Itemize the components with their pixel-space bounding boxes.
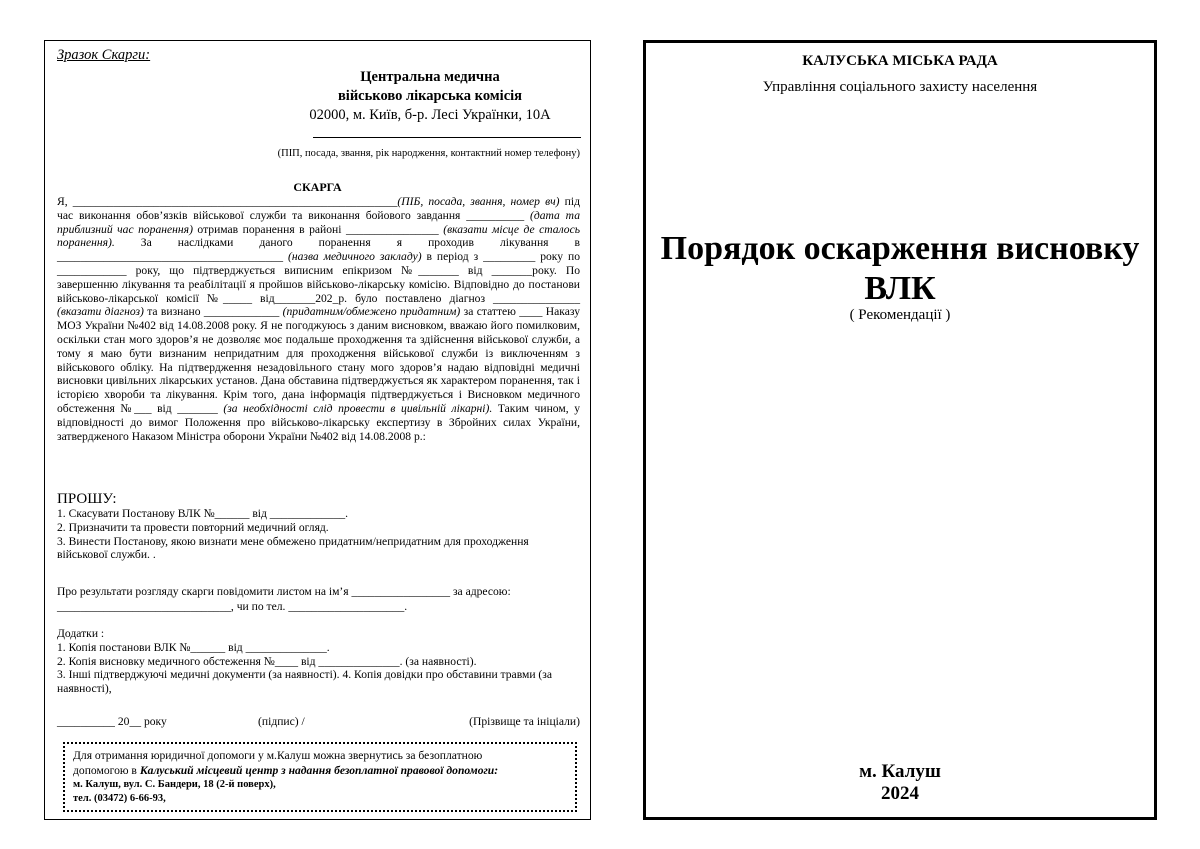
recipient-address: 02000, м. Київ, б-р. Лесі Українки, 10А [309, 107, 551, 123]
recipient-line1: Центральна медична [360, 69, 500, 85]
legal-aid-prefix: допомогою в [73, 764, 140, 777]
signature-name: (Прізвище та ініціали) [469, 715, 580, 728]
signature-row [57, 715, 580, 728]
complaint-text: в період з _________ року по ____________ року, що підтверджується виписним епікризом №_______ від _______року. По завершенню лікування та реабілітації я пройшов військово-лікарську комісію. Відповідно до постанови військово-лікарської комісії №_____ від_______202_р. було поставлено діагноз _______________ [57, 250, 580, 305]
complaint-hint-text: (придатним/обмежено придатним) [282, 305, 461, 319]
result-notification-text: Про результати розгляду скарги повідомити листом на ім’я _________________ за адресою: ______________________________, чи по тел. ____________________. [57, 585, 511, 613]
legal-aid-line2 [73, 763, 567, 778]
signature-date: __________ 20__ року [57, 715, 167, 728]
complaint-hint-text: (ПІБ, посада, звання, номер вч) [397, 195, 560, 208]
brochure-title-line1: Порядок оскарження висновку [660, 230, 1140, 267]
request-item: 2. Призначити та провести повторний медичний огляд. [57, 520, 329, 534]
sample-title: Зразок Скарги: [57, 47, 151, 63]
city-name: м. Калуш [859, 761, 941, 782]
legal-aid-center-name: Калуський місцевий центр з надання безоплатної правової допомоги: [139, 764, 499, 777]
request-item: 1. Скасувати Постанову ВЛК №______ від _____________. [57, 507, 349, 520]
sender-caption: (ПІП, посада, звання, рік народження, контактний номер телефону) [277, 148, 580, 159]
complaint-text: та визнано _____________ [143, 305, 283, 319]
complaint-text: отримав поранення в районі ________________ [192, 222, 444, 236]
request-heading: ПРОШУ: [57, 491, 117, 507]
complaint-text: за статтею ____ Наказу МОЗ України №402 від 14.08.2008 року. Я не погоджуюсь з даним висновком, вважаю його помилковим, оскільки стан мого здоров’я не дозволяє моє подальше проходження та здійснення військової служби, а тому я маю бути визнаним непридатним для проходження військової служби із виключенням з військового обліку. На підтвердження незадовільного стану мого здоров’я надаю відповідні медичні висновки цивільних лікарських установ. Дана обставина підтверджується як характером поранення, так і історією хвороби та лікування. Крім того, дана інформація підтверджується і Висновком медичного обстеження №___ від _______ [57, 305, 581, 415]
complaint-text: під час виконання обов’язків військової служби та виконання бойового завдання __________ [57, 195, 580, 222]
complaint-sample-page [44, 40, 591, 820]
complaint-hint-text: (за необхідності слід провести в цивільній лікарні). [223, 401, 493, 415]
complaint-body [57, 195, 580, 443]
legal-aid-address: м. Калуш, вул. С. Бандери, 18 (2-й поверх), [73, 779, 276, 790]
attachment-item: 3. Інші підтверджуючі медичні документи (за наявності). 4. Копія довідки про обставини травми (за наявності), [57, 668, 553, 696]
complaint-title: СКАРГА [293, 180, 342, 194]
recipient-line2: військово лікарська комісія [337, 88, 523, 104]
complaint-text: За наслідками даного поранення я проходив лікування в _______________________________________ [57, 236, 580, 264]
complaint-text: Я, ________________________________________________________ [57, 195, 398, 208]
brochure-title [646, 229, 1154, 309]
complaint-text: Таким чином, у відповідності до вимог Положення про військово-лікарську експертизу в Збройних силах України, затвердженого Наказом Міністра оборони України №402 від 14.08.2008 р.: [57, 401, 580, 443]
department-name: Управління соціального захисту населення [762, 79, 1038, 95]
attachments-heading: Додатки : [57, 627, 105, 640]
attachment-item: 2. Копія висновку медичного обстеження №____ від ______________. (за наявності). [57, 654, 477, 668]
attachment-item: 1. Копія постанови ВЛК №______ від ______________. [57, 640, 330, 654]
sender-blank-line [313, 137, 581, 138]
legal-aid-line1: Для отримання юридичної допомоги у м.Калуш можна звернутись за безоплатною [73, 749, 483, 762]
council-name: КАЛУСЬКА МІСЬКА РАДА [802, 53, 998, 69]
legal-aid-box [63, 742, 577, 812]
legal-aid-phone: тел. (03472) 6-66-93, [73, 793, 166, 804]
complaint-hint-text: (вказати місце де сталось поранення). [57, 222, 580, 250]
brochure-title-line2: ВЛК [864, 270, 936, 307]
cover-page [643, 40, 1157, 820]
complaint-hint-text: (назва медичного закладу) [288, 250, 422, 264]
complaint-hint-text: (дата та приблизний час поранення) [57, 208, 580, 236]
signature-sign: (підпис) / [258, 715, 305, 728]
recipient-block [280, 68, 580, 125]
attachments-list [57, 627, 580, 696]
brochure-subtitle: ( Рекомендації ) [849, 307, 951, 323]
request-item: 3. Винести Постанову, якою визнати мене обмежено придатним/непридатним для проходження військової служби. . [57, 534, 529, 562]
complaint-hint-text: (вказати діагноз) [57, 305, 144, 319]
request-list [57, 507, 580, 562]
year: 2024 [881, 783, 919, 804]
